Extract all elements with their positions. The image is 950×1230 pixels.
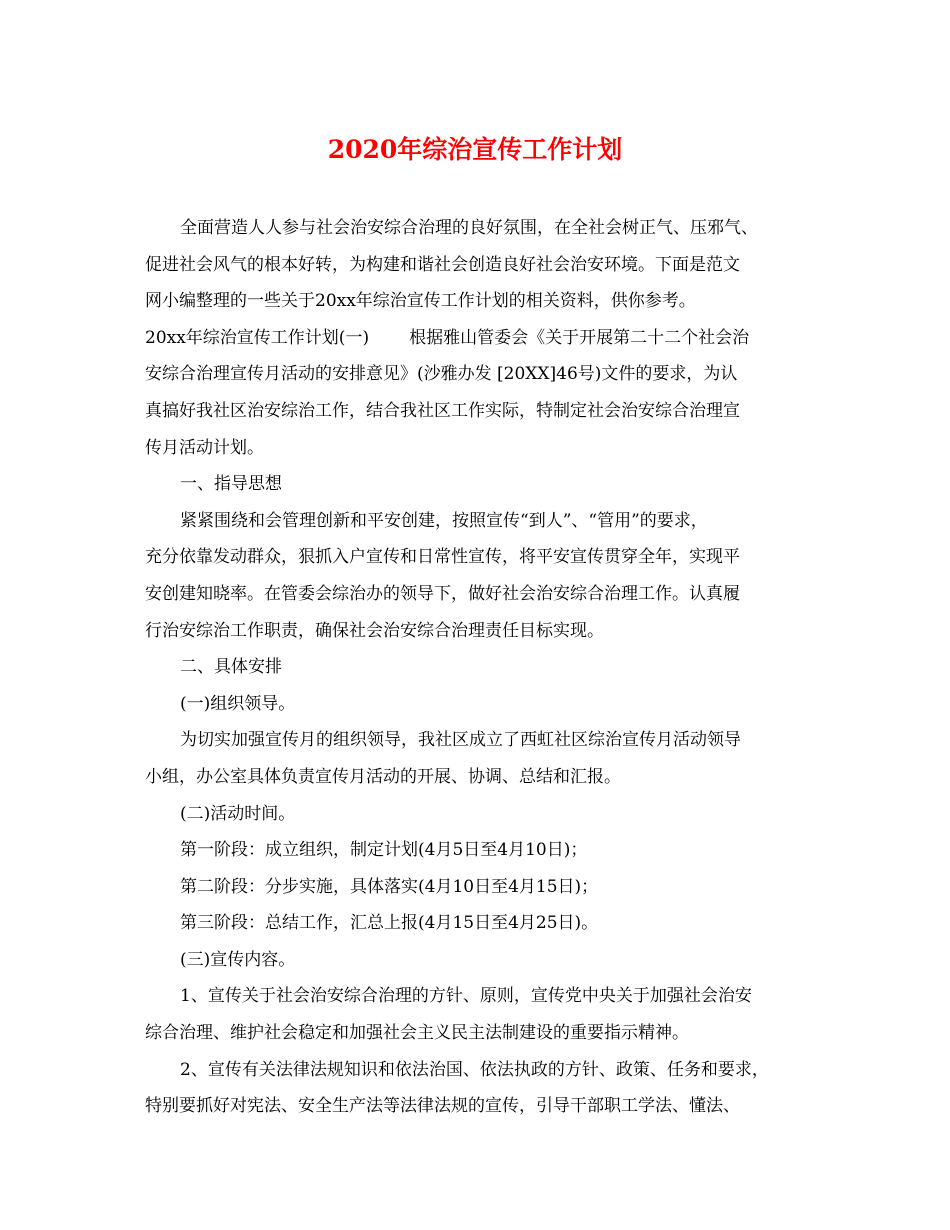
subsection-heading: (一)组织领导。 xyxy=(180,693,296,714)
paragraph-line: 紧紧围绕和会管理创新和平安创建，按照宣传“到人”、“管用”的要求， xyxy=(180,510,708,531)
section-heading: 一、指导思想 xyxy=(180,474,282,495)
paragraph-line: 促进社会风气的根本好转，为构建和谐社会创造良好社会治安环境。下面是范文 xyxy=(145,254,740,275)
paragraph-line: 综合治理、维护社会稳定和加强社会主义民主法制建设的重要指示精神。 xyxy=(145,1023,689,1044)
paragraph-line: 安创建知晓率。在管委会综治办的领导下，做好社会治安综合治理工作。认真履 xyxy=(145,583,740,604)
paragraph-line: 特别要抓好对宪法、安全生产法等法律法规的宣传，引导干部职工学法、懂法、 xyxy=(145,1096,740,1117)
subsection-heading: (三)宣传内容。 xyxy=(180,949,296,970)
paragraph-line: 小组，办公室具体负责宣传月活动的开展、协调、总结和汇报。 xyxy=(145,766,621,787)
paragraph-line: 网小编整理的一些关于20xx年综治宣传工作计划的相关资料，供你参考。 xyxy=(145,291,696,312)
subsection-heading: (二)活动时间。 xyxy=(180,803,296,824)
schedule-item: 第一阶段：成立组织，制定计划(4月5日至4月10日)； xyxy=(180,840,588,861)
document-title: 2020年综治宣传工作计划 xyxy=(327,135,623,164)
paragraph-line: 真搞好我社区治安综治工作，结合我社区工作实际，特制定社会治安综合治理宣 xyxy=(145,400,740,421)
paragraph-line: 全面营造人人参与社会治安综合治理的良好氛围，在全社会树正气、压邪气、 xyxy=(180,218,758,238)
paragraph-line: 充分依靠发动群众，狠抓入户宣传和日常性宣传，将平安宣传贯穿全年，实现平 xyxy=(145,547,740,568)
paragraph-line-with-heading xyxy=(145,320,805,357)
paragraph-line: 安综合治理宣传月活动的安排意见》(沙雅办发 [20XX]46号)文件的要求，为认 xyxy=(145,364,738,385)
paragraph-line: 为切实加强宣传月的组织领导，我社区成立了西虹社区综治宣传月活动领导 xyxy=(180,730,741,751)
paragraph-line: 传月活动计划。 xyxy=(145,437,264,458)
paragraph-line: 2、宣传有关法律法规知识和依法治国、依法执政的方针、政策、任务和要求， xyxy=(180,1059,769,1080)
schedule-item: 第三阶段：总结工作，汇总上报(4月15日至4月25日)。 xyxy=(180,913,599,934)
section-heading: 二、具体安排 xyxy=(180,657,282,678)
plan-subheading: 20xx年综治宣传工作计划(一) xyxy=(145,327,370,348)
document-body xyxy=(145,210,805,1125)
paragraph-line: 行治安综治工作职责，确保社会治安综合治理责任目标实现。 xyxy=(145,620,604,641)
paragraph-line: 1、宣传关于社会治安综合治理的方针、原则，宣传党中央关于加强社会治安 xyxy=(180,986,752,1007)
schedule-item: 第二阶段：分步实施，具体落实(4月10日至4月15日)； xyxy=(180,876,599,897)
paragraph-text: 根据雅山管委会《关于开展第二十二个社会治 xyxy=(409,327,750,348)
